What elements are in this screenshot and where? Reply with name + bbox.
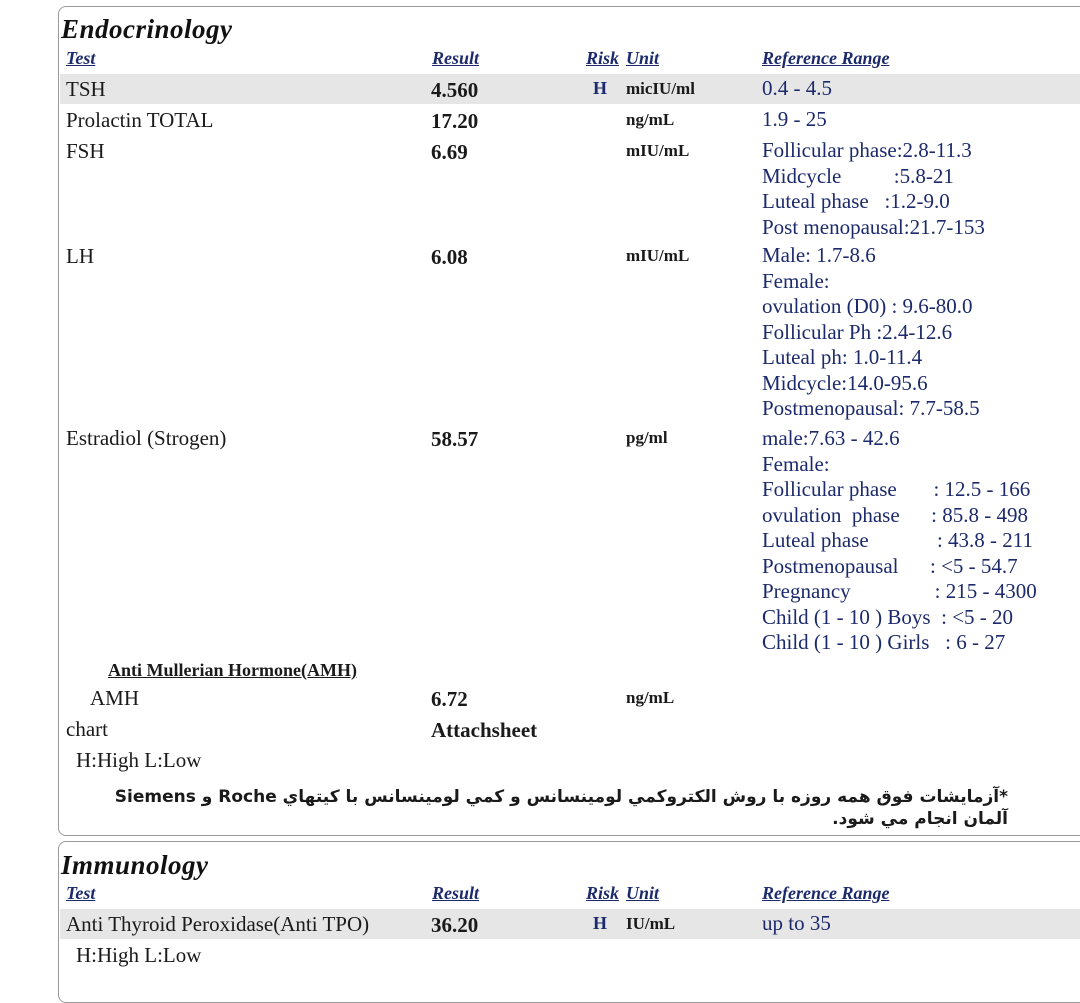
endocrinology-title: Endocrinology [61,14,233,44]
reference-line: Midcycle:14.0-95.6 [762,370,928,395]
unit-fsh: mIU/mL [626,141,690,160]
header-test: Test [66,48,96,68]
test-name-estradiol: Estradiol (Strogen) [66,426,227,450]
header-risk: Risk [586,883,620,903]
reference-line: Midcycle :5.8-21 [762,163,954,188]
test-name-amh: AMH [90,686,140,710]
row-highlight-tsh [60,74,1080,104]
header-result: Result [432,883,480,903]
amh-section-title: Anti Mullerian Hormone(AMH) [108,660,357,680]
header-unit: Unit [626,48,660,68]
reference-line: Pregnancy : 215 - 4300 [762,579,1037,603]
reference-line: Luteal phase : 43.8 - 211 [762,528,1034,552]
reference-line: Child (1 - 10 ) Girls : 6 - 27 [762,630,1006,654]
reference-line: Luteal phase :1.2-9.0 [762,189,950,213]
header-result: Result [432,48,480,68]
result-fsh: 6.69 [431,140,468,164]
reference-line: Child (1 - 10 ) Boys : <5 - 20 [762,604,1014,629]
reference-line: Luteal ph: 1.0-11.4 [762,345,923,369]
unit-amh: ng/mL [626,688,675,707]
reference-prolactin [762,107,827,133]
header-test: Test [66,883,96,903]
header-reference-range: Reference Range [762,883,890,903]
reference-line: Post menopausal:21.7-153 [762,214,985,239]
reference-line: ovulation (D0) : 9.6-80.0 [762,294,973,318]
reference-line: 1.9 - 25 [762,107,827,131]
legend-high-low: H:High L:Low [76,748,202,772]
reference-line: Female: [762,268,830,293]
unit-anti-tpo: IU/mL [626,914,676,933]
reference-line: Postmenopausal: 7.7-58.5 [762,396,980,420]
reference-line: up to 35 [762,911,831,935]
result-lh: 6.08 [431,245,468,269]
flag-tsh: H [593,78,608,98]
result-chart-attachsheet: Attachsheet [431,718,538,742]
unit-prolactin: ng/mL [626,110,675,129]
reference-line: ovulation phase : 85.8 - 498 [762,502,1028,527]
header-unit: Unit [626,883,660,903]
reference-line: 0.4 - 4.5 [762,76,832,100]
reference-anti-tpo [762,911,831,937]
reference-line: Follicular Ph :2.4-12.6 [762,319,953,344]
immunology-title: Immunology [61,850,209,880]
reference-line: Male: 1.7-8.6 [762,243,876,267]
reference-estradiol [762,426,1037,656]
reference-line: male:7.63 - 42.6 [762,426,900,450]
method-note: *آزمایشات فوق همه روزه با روش الکتروکمي لومينسانس و کمي لومينسانس با کيتهاي Roche و Siemens آلمان انجام مي شود. [114,787,1008,829]
unit-lh: mIU/mL [626,246,690,265]
result-estradiol: 58.57 [431,427,479,451]
test-name-lh: LH [66,244,94,268]
result-amh: 6.72 [431,687,468,711]
test-name-prolactin: Prolactin TOTAL [66,108,214,132]
reference-line: Follicular phase:2.8-11.3 [762,138,972,162]
test-name-anti-tpo: Anti Thyroid Peroxidase(Anti TPO) [66,912,370,936]
result-prolactin: 17.20 [431,109,479,133]
reference-tsh [762,76,832,102]
flag-anti-tpo: H [593,913,608,933]
result-anti-tpo: 36.20 [431,913,479,937]
reference-line: Postmenopausal : <5 - 54.7 [762,553,1018,578]
unit-estradiol: pg/ml [626,428,668,447]
legend-high-low: H:High L:Low [76,943,202,967]
test-name-chart: chart [66,717,108,741]
unit-tsh: micIU/ml [626,79,695,98]
reference-line: Follicular phase : 12.5 - 166 [762,477,1031,501]
test-name-fsh: FSH [66,139,105,163]
result-tsh: 4.560 [431,78,479,102]
header-reference-range: Reference Range [762,48,890,68]
reference-line: Female: [762,451,830,476]
reference-fsh [762,138,985,240]
header-risk: Risk [586,48,620,68]
reference-lh [762,243,980,422]
test-name-tsh: TSH [66,77,106,101]
